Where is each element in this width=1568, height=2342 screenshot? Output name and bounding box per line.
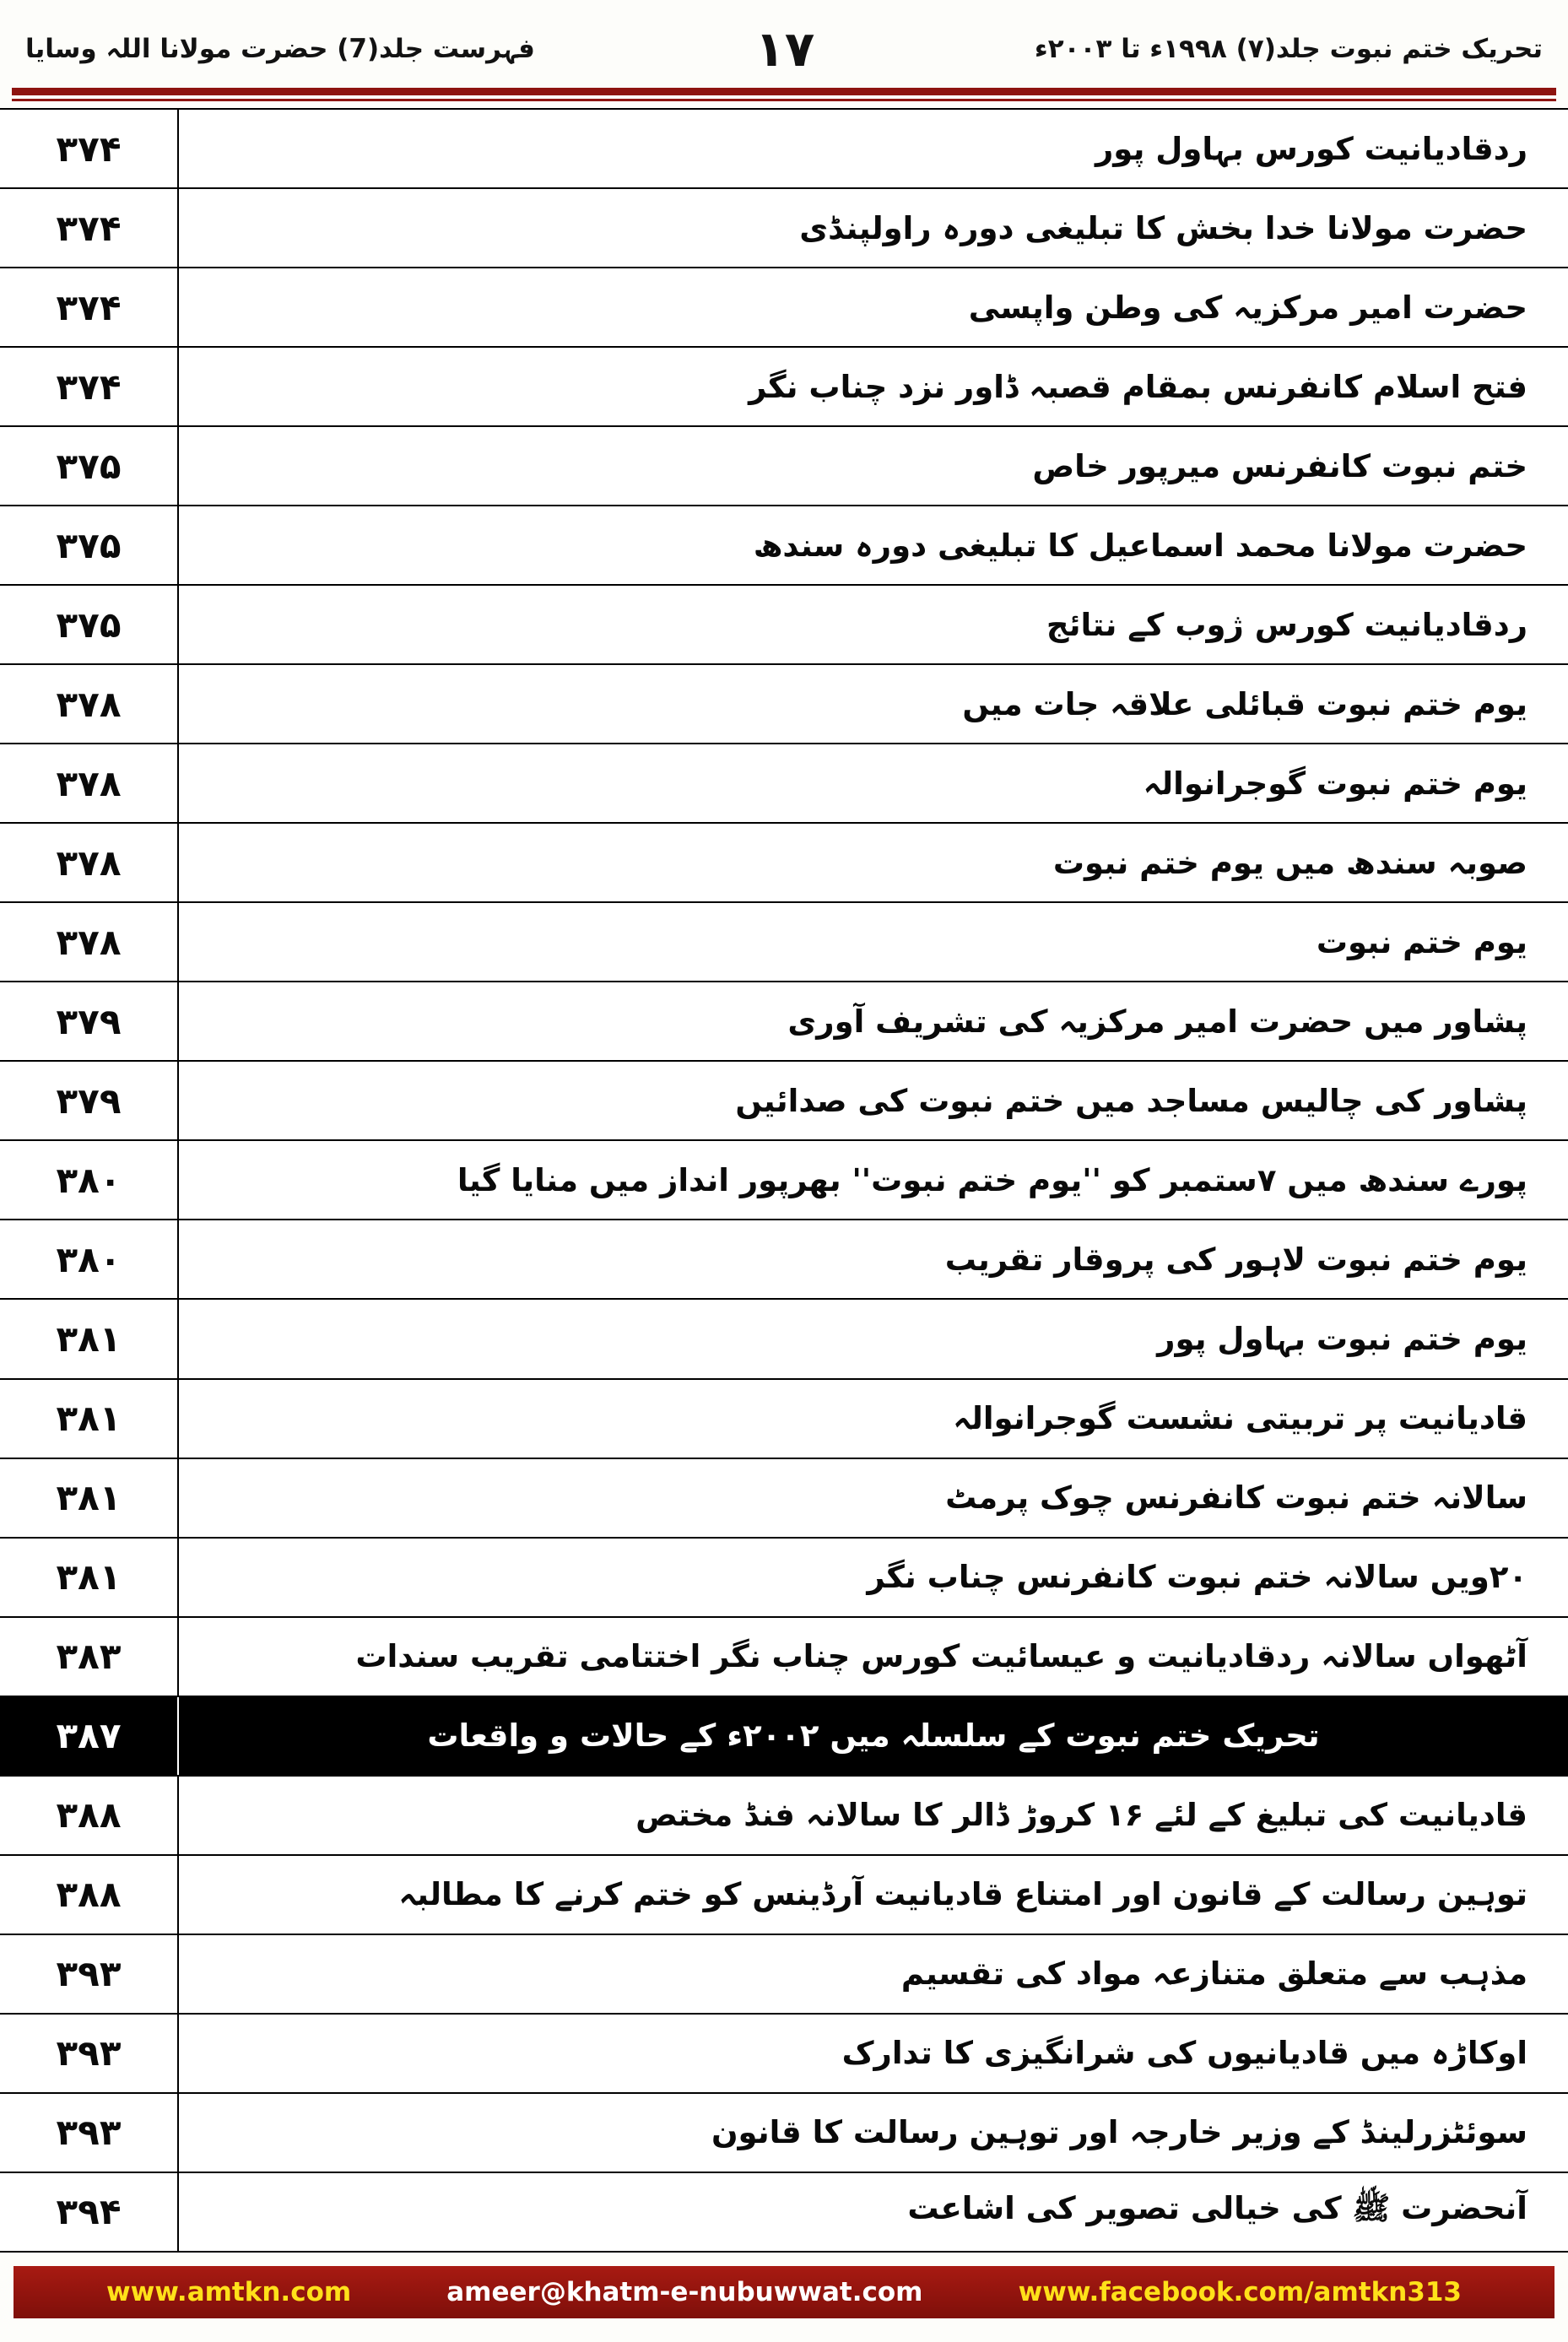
toc-entry-page-number: ۳۷۸ <box>0 903 179 981</box>
toc-entry-page-number: ۳۸۸ <box>0 1777 179 1854</box>
toc-entry-page-number: ۳۷۸ <box>0 744 179 822</box>
toc-entry-title: یوم ختم نبوت بہاول پور <box>1157 1320 1527 1357</box>
toc-entry-page-number: ۳۸۱ <box>0 1539 179 1616</box>
toc-row <box>0 189 1568 268</box>
toc-entry-title: اوکاڑہ میں قادیانیوں کی شرانگیزی کا تدارک <box>841 2035 1527 2072</box>
toc-row <box>0 744 1568 824</box>
toc-row <box>0 2094 1568 2173</box>
toc-entry-title: فتح اسلام کانفرنس بمقام قصبہ ڈاور نزد چناب نگر <box>749 368 1527 405</box>
toc-entry-page-number: ۳۸۱ <box>0 1380 179 1458</box>
toc-entry-title: حضرت امیر مرکزیہ کی وطن واپسی <box>968 289 1527 326</box>
toc-entry-title: یوم ختم نبوت قبائلی علاقہ جات میں <box>962 685 1527 722</box>
toc-row <box>0 2015 1568 2094</box>
toc-entry-page-number: ۳۷۴ <box>0 189 179 267</box>
toc-entry-page-number: ۳۷۸ <box>0 824 179 901</box>
header-page-number: ۱۷ <box>754 20 815 78</box>
header-double-rule <box>12 88 1556 101</box>
toc-entry-page-number: ۳۷۵ <box>0 586 179 663</box>
toc-entry-title: ردقادیانیت کورس ژوب کے نتائج <box>1046 606 1527 643</box>
toc-entry-title: پشاور کی چالیس مساجد میں ختم نبوت کی صدائیں <box>735 1082 1527 1119</box>
toc-row <box>0 2173 1568 2253</box>
toc-entry-page-number: ۳۸۳ <box>0 1618 179 1696</box>
toc-row <box>0 268 1568 348</box>
toc-row <box>0 824 1568 903</box>
toc-row <box>0 110 1568 189</box>
toc-entry-page-number: ۳۷۹ <box>0 1062 179 1139</box>
toc-row <box>0 1856 1568 1935</box>
page-footer <box>14 2266 1554 2318</box>
toc-entry-page-number: ۳۸۱ <box>0 1300 179 1377</box>
toc-entry-title: حضرت مولانا خدا بخش کا تبلیغی دورہ راولپنڈی <box>799 209 1527 246</box>
toc-row <box>0 1300 1568 1379</box>
header-index-title: فہرست جلد(7) حضرت مولانا اللہ وسایا <box>25 34 535 64</box>
toc-row <box>0 506 1568 586</box>
toc-entry-title: یوم ختم نبوت لاہور کی پروقار تقریب <box>944 1241 1527 1278</box>
toc-entry-title: سالانہ ختم نبوت کانفرنس چوک پرمٹ <box>945 1479 1527 1517</box>
header-volume-title: تحریک ختم نبوت جلد(۷) ۱۹۹۸ء تا ۲۰۰۳ء <box>1034 34 1543 64</box>
toc-row <box>0 1935 1568 2015</box>
toc-entry-page-number: ۳۷۵ <box>0 427 179 505</box>
toc-row <box>0 1539 1568 1618</box>
toc-entry-page-number: ۳۸۸ <box>0 1856 179 1934</box>
toc-row <box>0 1220 1568 1300</box>
toc-entry-page-number: ۳۸۰ <box>0 1220 179 1298</box>
toc-table <box>0 108 1568 2253</box>
toc-entry-title: پورے سندھ میں ۷ستمبر کو ''یوم ختم نبوت'' بھرپور انداز میں منایا گیا <box>457 1161 1527 1198</box>
toc-row <box>0 427 1568 506</box>
toc-entry-title: قادیانیت پر تربیتی نشست گوجرانوالہ <box>953 1400 1527 1437</box>
footer-email-link[interactable]: ameer@khatm-e-nubuwwat.com <box>446 2277 923 2307</box>
toc-section-banner <box>0 1697 1568 1777</box>
toc-entry-title: ختم نبوت کانفرنس میرپور خاص <box>1032 447 1527 484</box>
toc-entry-title: ردقادیانیت کورس بہاول پور <box>1095 130 1527 167</box>
toc-entry-title: آنحضرت ﷺ کی خیالی تصویر کی اشاعت <box>907 2189 1527 2226</box>
toc-entry-title: قادیانیت کی تبلیغ کے لئے ۱۶ کروڑ ڈالر کا سالانہ فنڈ مختص <box>635 1797 1527 1834</box>
toc-entry-title: سوئٹزرلینڈ کے وزیر خارجہ اور توہین رسالت کا قانون <box>711 2114 1527 2151</box>
toc-row <box>0 1459 1568 1539</box>
page-header <box>0 0 1568 88</box>
toc-entry-title: یوم ختم نبوت گوجرانوالہ <box>1143 765 1527 802</box>
toc-entry-page-number: ۳۹۳ <box>0 2094 179 2172</box>
toc-row <box>0 1618 1568 1697</box>
footer-facebook-link[interactable]: www.facebook.com/amtkn313 <box>1018 2277 1462 2307</box>
toc-entry-title: مذہب سے متعلق متنازعہ مواد کی تقسیم <box>900 1955 1527 1993</box>
toc-entry-title: صوبہ سندھ میں یوم ختم نبوت <box>1052 844 1527 881</box>
toc-entry-title: پشاور میں حضرت امیر مرکزیہ کی تشریف آوری <box>787 1003 1527 1040</box>
toc-entry-title: یوم ختم نبوت <box>1316 923 1527 960</box>
toc-entry-title: توہین رسالت کے قانون اور امتناع قادیانیت آرڈینس کو ختم کرنے کا مطالبہ <box>398 1876 1527 1913</box>
toc-entry-title: ۲۰ویں سالانہ ختم نبوت کانفرنس چناب نگر <box>867 1559 1527 1596</box>
toc-row <box>0 1380 1568 1459</box>
toc-row <box>0 1141 1568 1220</box>
toc-entry-page-number: ۳۸۱ <box>0 1459 179 1537</box>
toc-entry-page-number: ۳۷۸ <box>0 665 179 743</box>
toc-entry-page-number: ۳۹۴ <box>0 2173 179 2251</box>
toc-entry-page-number: ۳۷۴ <box>0 110 179 187</box>
toc-section-banner-title: تحریک ختم نبوت کے سلسلہ میں ۲۰۰۲ء کے حالات و واقعات <box>427 1717 1320 1755</box>
toc-entry-page-number: ۳۹۳ <box>0 2015 179 2092</box>
toc-row <box>0 903 1568 982</box>
toc-entry-page-number: ۳۸۷ <box>0 1697 179 1775</box>
toc-row <box>0 665 1568 744</box>
toc-entry-page-number: ۳۸۰ <box>0 1141 179 1219</box>
toc-entry-title: آٹھواں سالانہ ردقادیانیت و عیسائیت کورس چناب نگر اختتامی تقریب سندات <box>355 1638 1527 1675</box>
toc-entry-page-number: ۳۷۹ <box>0 982 179 1060</box>
toc-entry-page-number: ۳۷۵ <box>0 506 179 584</box>
toc-row <box>0 1777 1568 1856</box>
toc-entry-page-number: ۳۷۴ <box>0 348 179 425</box>
toc-row <box>0 348 1568 427</box>
toc-entry-title: حضرت مولانا محمد اسماعیل کا تبلیغی دورہ سندھ <box>753 527 1527 564</box>
toc-row <box>0 982 1568 1062</box>
toc-row <box>0 1062 1568 1141</box>
footer-website-link[interactable]: www.amtkn.com <box>106 2277 352 2307</box>
toc-entry-page-number: ۳۷۴ <box>0 268 179 346</box>
toc-row <box>0 586 1568 665</box>
toc-entry-page-number: ۳۹۳ <box>0 1935 179 2013</box>
